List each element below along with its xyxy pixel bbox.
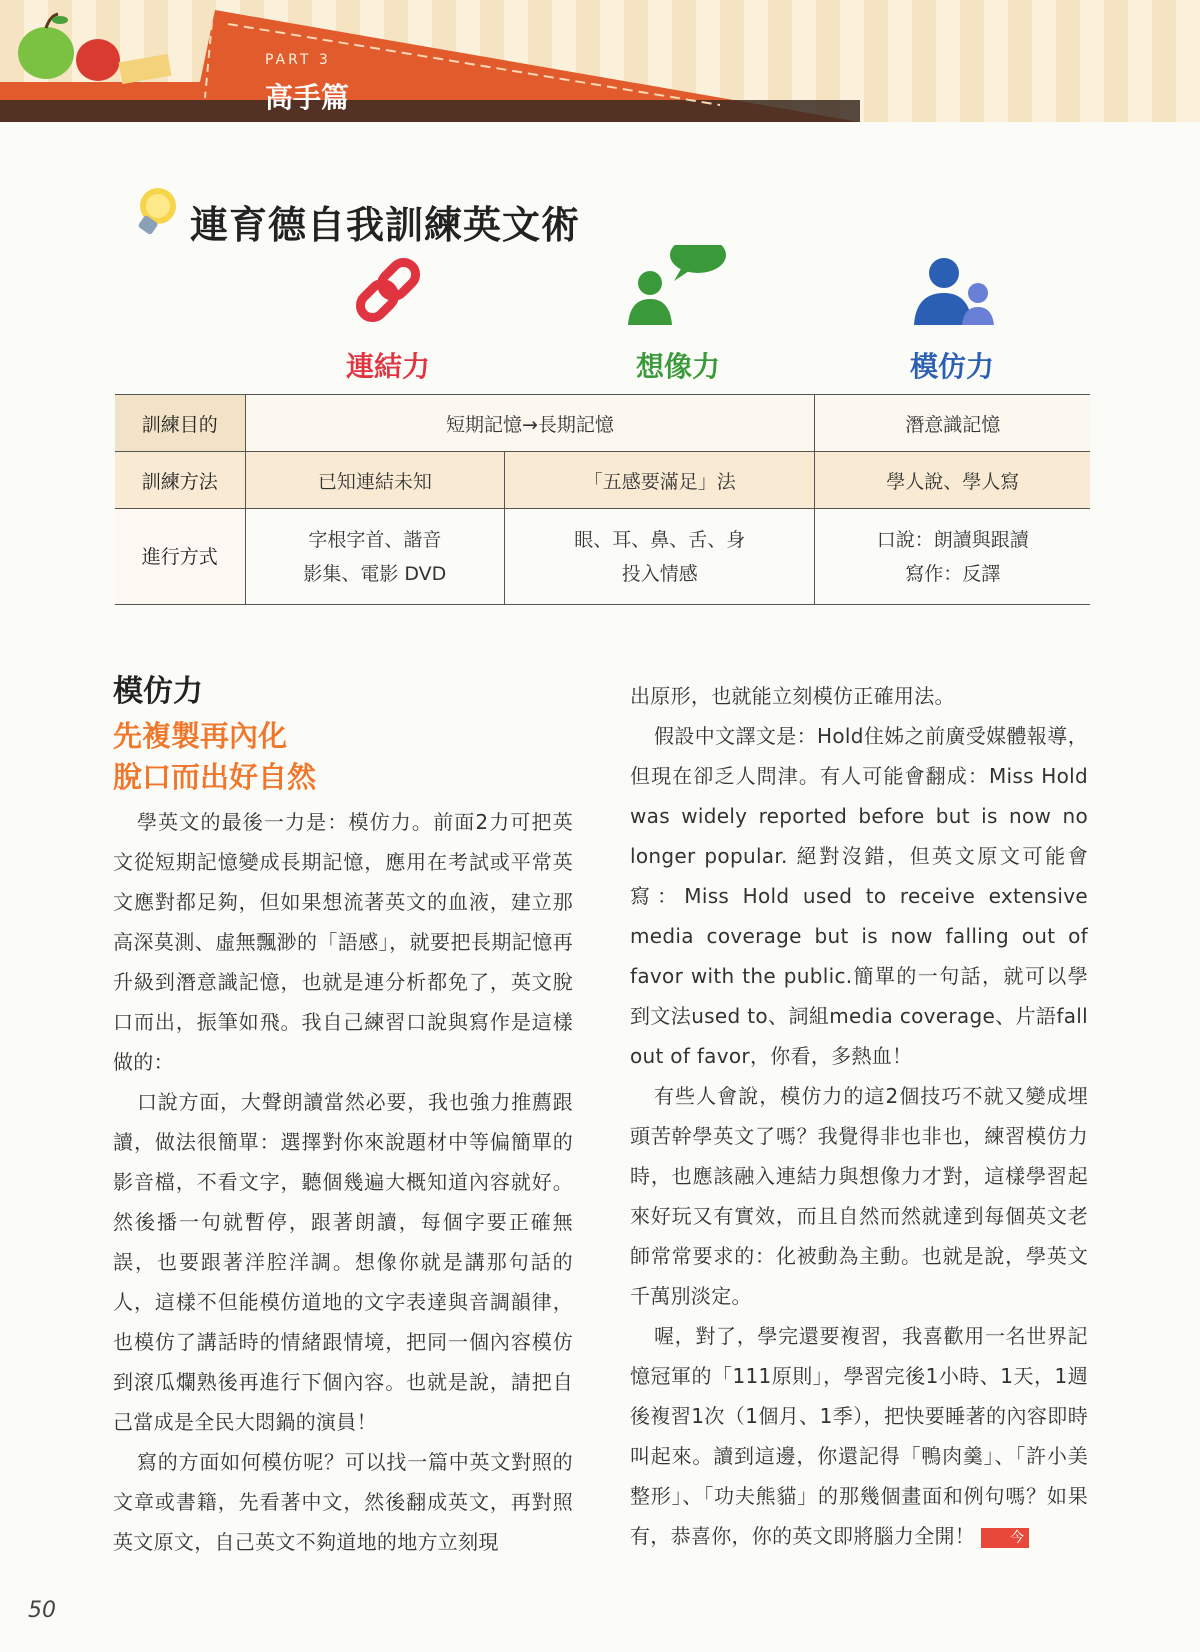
table-row-method — [115, 452, 1090, 509]
section-title: 連育德自我訓練英文術 — [190, 203, 581, 247]
skill-imitation — [852, 245, 1052, 383]
paragraph-last — [630, 1316, 1088, 1556]
skill-label-imagination: 想像力 — [635, 350, 720, 383]
cell-line: 眼、耳、鼻、舌、身 — [574, 528, 746, 551]
row-header-purpose: 訓練目的 — [115, 395, 245, 452]
cell-line: 影集、電影 DVD — [303, 562, 447, 585]
cell-line: 投入情感 — [621, 562, 698, 585]
row-header-practice: 進行方式 — [115, 509, 245, 605]
chain-link-icon — [288, 245, 488, 345]
article-tagline: 先複製再內化 — [113, 719, 288, 753]
apple-icon — [8, 8, 188, 98]
part-title: 高手篇 — [265, 81, 350, 114]
paragraph: 假設中文譯文是：Hold住姊之前廣受媒體報導，但現在卻乏人問津。有人可能會翻成：Miss Hold was widely reported before but is now no longer popular. 絕對沒錯，但英文原文可能會寫：Miss Hold used to receive extensive media coverage but is now falling out of favor with the public.簡單的一句話，就可以學到文法used to、詞組media coverage、片語fall out of favor，你看，多熱血！ — [630, 724, 1088, 1068]
table-row-purpose — [115, 395, 1090, 452]
table-cell — [505, 509, 815, 605]
skill-imagination — [578, 245, 778, 383]
table-cell — [815, 509, 1090, 605]
cell-line: 寫作：反譯 — [905, 562, 1001, 585]
skill-label-imitation: 模仿力 — [909, 350, 994, 383]
article-heading: 模仿力 — [113, 674, 203, 709]
part-label: PART 3 — [265, 52, 331, 68]
cell-line: 字根字首、諧音 — [308, 528, 442, 551]
paragraph-text: 喔，對了，學完還要複習，我喜歡用一名世界記憶冠軍的「111原則」，學習完後1小時、1天，1週後複習1次（1個月、1季），把快要睡著的內容即時叫起來。讀到這邊，你還記得「鴨肉羹」、「許小美整形」、「功夫熊貓」的那幾個畫面和例句嗎？如果有，恭喜你，你的英文即將腦力全開！ — [630, 1324, 1088, 1548]
skill-label-linking: 連結力 — [345, 350, 430, 383]
table-cell: 潛意識記憶 — [815, 395, 1090, 452]
paragraph: 寫的方面如何模仿呢？可以找一篇中英文對照的文章或書籍，先看著中文，然後翻成英文，再對照英文原文，自己英文不夠道地的地方立刻現 — [113, 1450, 573, 1554]
table-cell: 「五感要滿足」法 — [505, 452, 815, 509]
table-cell: 短期記憶→長期記憶 — [245, 395, 815, 452]
table-cell: 學人說、學人寫 — [815, 452, 1090, 509]
lightbulb-icon — [122, 182, 182, 242]
page-number: 50 — [28, 1598, 56, 1623]
article-left-column — [113, 666, 573, 1562]
cell-line: 口說：朗讀與跟讀 — [876, 528, 1029, 551]
row-header-method: 訓練方法 — [115, 452, 245, 509]
table-row-practice — [115, 509, 1090, 605]
article-right-column — [630, 676, 1088, 1556]
paragraph: 口說方面，大聲朗讀當然必要，我也強力推薦跟讀，做法很簡單：選擇對你來說題材中等偏簡單的影音檔，不看文字，聽個幾遍大概知道內容就好。然後播一句就暫停，跟著朗讀，每個字要正確無誤，也要跟著洋腔洋調。想像你就是講那句話的人，這樣不但能模仿道地的文字表達與音調韻律，也模仿了講話時的情緒跟情境，把同一個內容模仿到滾瓜爛熟後再進行下個內容。也就是說，請把自己當成是全民大悶鍋的演員！ — [113, 1090, 573, 1434]
paragraph: 有些人會說，模仿力的這2個技巧不就又變成埋頭苦幹學英文了嗎？我覺得非也非也，練習模仿力時，也應該融入連結力與想像力才對，這樣學習起來好玩又有實效，而且自然而然就達到每個英文老師常常要求的：化被動為主動。也就是說，學英文千萬別淡定。 — [630, 1084, 1088, 1308]
table-cell — [245, 509, 505, 605]
training-table — [115, 394, 1090, 605]
page-header — [0, 0, 1200, 122]
two-people-icon — [852, 245, 1052, 345]
end-mark: 今 — [981, 1528, 1029, 1548]
table-cell: 已知連結未知 — [245, 452, 505, 509]
article-tagline: 脫口而出好自然 — [113, 760, 317, 794]
skill-linking — [288, 245, 488, 383]
paragraph: 學英文的最後一力是：模仿力。前面2力可把英文從短期記憶變成長期記憶，應用在考試或平常英文應對都足夠，但如果想流著英文的血液，建立那高深莫測、虛無飄渺的「語感」，就要把長期記憶再升級到潛意識記憶，也就是連分析都免了，英文脫口而出，振筆如飛。我自己練習口說與寫作是這樣做的： — [113, 810, 573, 1074]
paragraph: 出原形，也就能立刻模仿正確用法。 — [630, 684, 955, 708]
person-speech-bubble-icon — [578, 245, 778, 345]
